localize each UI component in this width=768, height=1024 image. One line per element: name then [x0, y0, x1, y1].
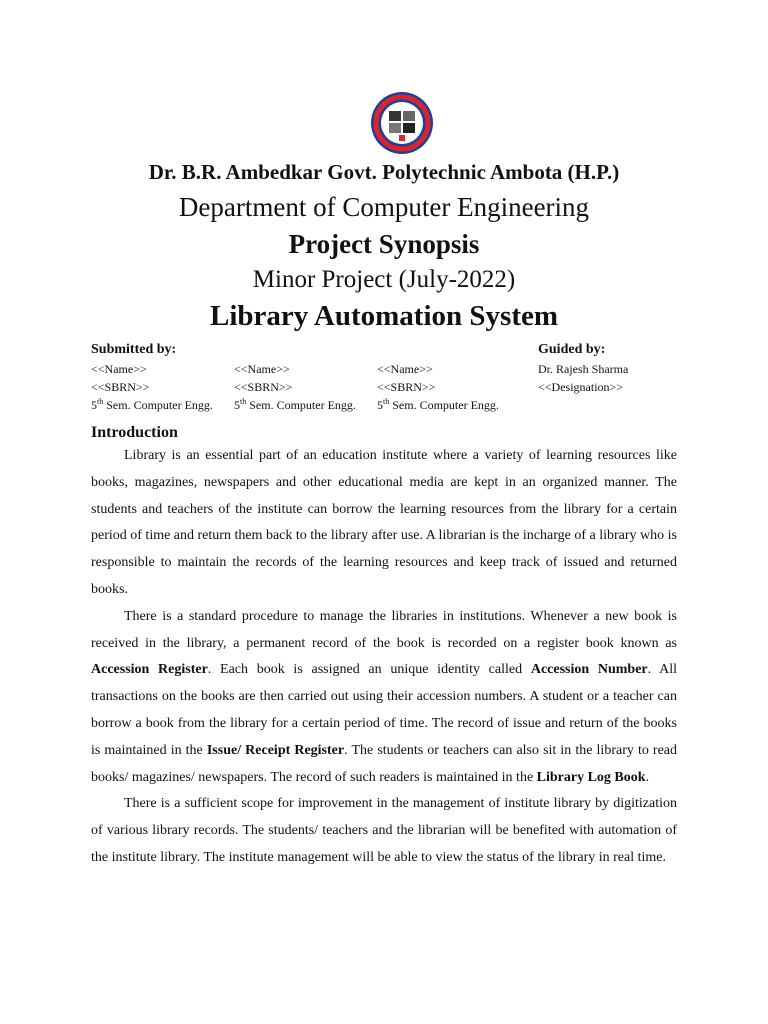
library-log-book-term: Library Log Book	[536, 769, 646, 785]
student-block-1	[91, 340, 213, 414]
student-sbrn: <<SBRN>>	[91, 380, 150, 394]
student-name: <<Name>>	[91, 362, 147, 376]
introduction-body	[91, 443, 677, 872]
institute-name: Dr. B.R. Ambedkar Govt. Polytechnic Ambota (H.P.)	[148, 160, 620, 184]
department-name: Department of Computer Engineering	[178, 192, 590, 222]
accession-register-term: Accession Register	[91, 662, 208, 678]
student-block-2	[234, 340, 356, 414]
student-block-3	[377, 340, 499, 414]
project-title: Library Automation System	[210, 300, 558, 332]
student-semester: 5th Sem. Computer Engg.	[234, 397, 356, 412]
student-sbrn: <<SBRN>>	[234, 380, 293, 394]
introduction-heading: Introduction	[91, 424, 178, 441]
project-kind: Minor Project (July-2022)	[252, 266, 516, 293]
intro-paragraph-2: There is a standard procedure to manage the libraries in institutions. Whenever a new book is received in the library, a permanent record of the book is recorded on a register book known as Accession Register. Each book is assigned an unique identity called Accession Number. All transactions on the books are then carried out using their accession numbers. A student or a teacher can borrow a book from the library for a certain period of time. The record of issue and return of the books is maintained in the Issue/ Receipt Register. The students or teachers can also sit in the library to read books/ magazines/ newspapers. The record of such readers is maintained in the Library Log Book.	[91, 608, 678, 785]
document-type: Project Synopsis	[288, 229, 480, 259]
student-semester: 5th Sem. Computer Engg.	[91, 397, 213, 412]
student-semester: 5th Sem. Computer Engg.	[377, 397, 499, 412]
accession-number-term: Accession Number	[530, 662, 648, 678]
guide-block	[538, 340, 628, 396]
institute-emblem-icon	[370, 91, 434, 155]
student-name: <<Name>>	[377, 362, 433, 376]
submitted-by-label: Submitted by:	[91, 342, 177, 357]
intro-paragraph-1: Library is an essential part of an education institute where a variety of learning resources like books, magazines, newspapers and other educational media are kept in an organized manner. The students and teachers of the institute can borrow the learning resources from the library for a certain period of time and return them back to the library after use. A librarian is the incharge of a library who is responsible to maintain the records of the learning resources and keep track of issued and returned books.	[91, 448, 677, 597]
guided-by-label: Guided by:	[538, 342, 606, 357]
guide-name: Dr. Rajesh Sharma	[538, 362, 629, 376]
intro-paragraph-3: There is a sufficient scope for improvement in the management of institute library by digitization of various library records. The students/ teachers and the librarian will be benefited with automation of the institute library. The institute management will be able to view the status of the library in real time.	[91, 796, 677, 865]
student-sbrn: <<SBRN>>	[377, 380, 436, 394]
student-name: <<Name>>	[234, 362, 290, 376]
issue-receipt-register-term: Issue/ Receipt Register	[206, 742, 345, 758]
guide-designation: <<Designation>>	[538, 380, 624, 394]
